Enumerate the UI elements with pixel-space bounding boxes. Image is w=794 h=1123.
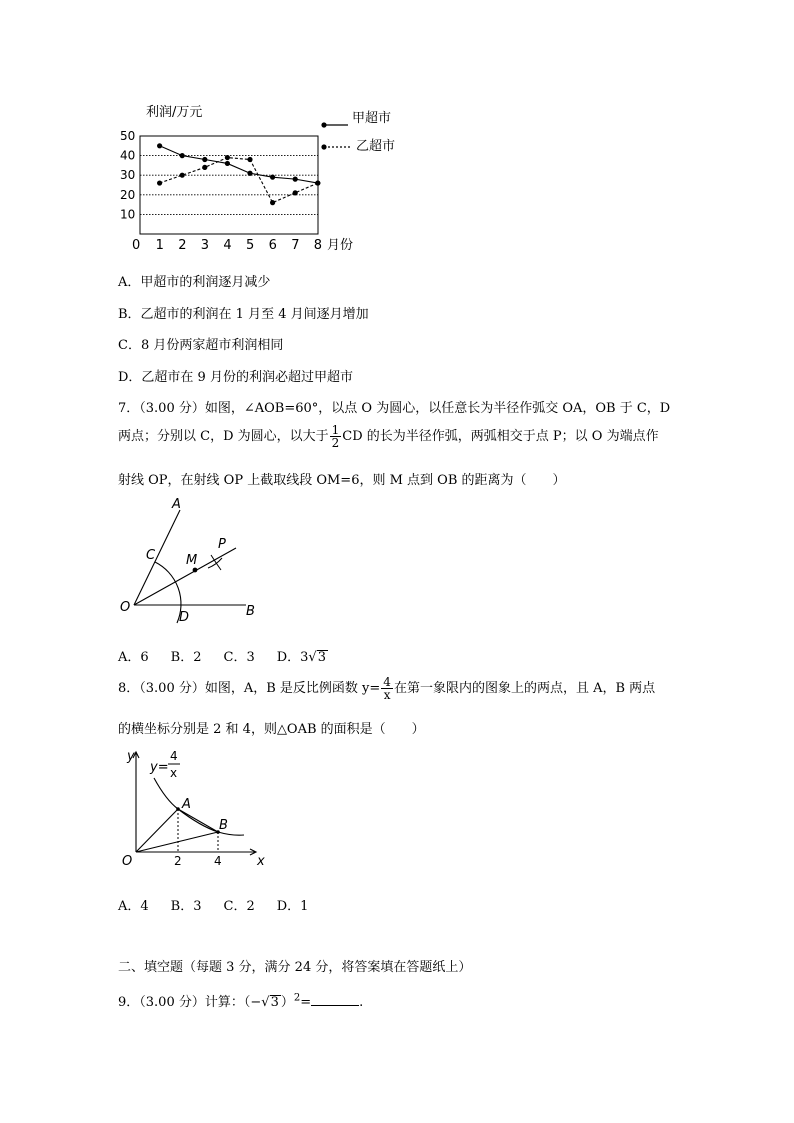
q8-option-b: B．3 (170, 899, 202, 914)
q8-fraction (381, 676, 393, 701)
q9-text: 9．（3.00 分）计算：（−√3 ）$^2$= . (118, 992, 364, 1010)
q9-end: . (359, 995, 364, 1010)
y-tick-labels (120, 129, 135, 221)
data-point-jia (202, 157, 207, 162)
data-point-jia (225, 161, 230, 166)
legend-marker-jia (321, 122, 326, 127)
segment-ab (178, 809, 218, 832)
segment-ob (136, 832, 218, 852)
q7-option-b: B．2 (170, 650, 202, 665)
label-b: B (246, 604, 255, 619)
q8-figure (112, 744, 272, 870)
q9-exponent: 2 (293, 992, 301, 1004)
ray-oa (134, 510, 180, 605)
q9-equals: = (300, 995, 312, 1010)
q7-option-d-radicand: 3 (317, 650, 326, 665)
q7-frac-num: 1 (331, 423, 340, 437)
q6-option-d: D．乙超市在 9 月份的利润必超过甲超市 (118, 370, 353, 385)
x-tick-label: 8 (313, 238, 323, 253)
data-point-jia (180, 153, 185, 158)
q7-options (118, 646, 328, 665)
plot-frame (140, 136, 318, 234)
point-a (176, 807, 180, 811)
label-a: A (172, 497, 181, 512)
y-tick-label: 40 (120, 148, 136, 163)
q7-line2-pre: 两点；分别以 C，D 为圆心，以大于 (118, 429, 329, 444)
x-axis-label: 月份 (327, 238, 354, 253)
label-m: M (186, 553, 198, 568)
q7-line2-post: CD 的长为半径作弧，两弧相交于点 P；以 O 为端点作 (342, 429, 659, 444)
q9-answer-blank[interactable] (311, 993, 359, 1006)
q7-figure (112, 492, 272, 626)
q9-paren-open: （ (243, 995, 251, 1010)
x-axis-label: x (257, 854, 265, 869)
hyperbola-curve (154, 778, 244, 835)
point-m (193, 568, 198, 573)
section-heading: 二、填空题（每题 3 分，满分 24 分，将答案填在答题纸上） (118, 960, 472, 975)
legend-label-yi: 乙超市 (356, 139, 396, 154)
data-point-jia (293, 177, 298, 182)
data-point-yi (293, 190, 298, 195)
legend-marker-yi (321, 144, 326, 149)
q9-minus: − (250, 995, 262, 1010)
label-d: D (179, 610, 190, 625)
q9-radicand: 3 (270, 995, 279, 1010)
y-tick-label: 20 (120, 187, 136, 202)
x-tick-label: 3 (200, 238, 210, 253)
label-p: P (218, 537, 226, 552)
data-point-yi (157, 180, 162, 185)
y-tick-label: 10 (120, 207, 136, 222)
func-label-lhs: y= (150, 760, 169, 775)
q7-text-line1: 7．（3.00 分）如图，∠AOB=60°，以点 O 为圆心，以任意长为半径作弧交 OA，OB 于 C，D (118, 401, 671, 416)
label-o: O (120, 600, 131, 615)
q8-line1-pre: 8．（3.00 分）如图，A，B 是反比例函数 y= (118, 681, 381, 696)
q7-fraction (330, 424, 342, 449)
y-axis-label: y (127, 749, 135, 764)
data-point-yi (247, 157, 252, 162)
q7-option-a: A．6 (118, 650, 149, 665)
x-tick-label: 2 (178, 238, 187, 253)
y-tick-label: 30 (120, 168, 136, 183)
q7-frac-den: 2 (331, 436, 340, 450)
x-tick-label: 6 (268, 238, 277, 253)
tick-4: 4 (214, 854, 222, 868)
q9-pre: 9．（3.00 分）计算： (118, 995, 244, 1010)
q9-paren-close: ） (280, 995, 294, 1010)
label-o: O (122, 854, 133, 869)
data-point-yi (315, 180, 320, 185)
q8-option-c: C．2 (223, 899, 255, 914)
q6-option-a: A．甲超市的利润逐月减少 (118, 275, 271, 290)
label-c: C (146, 548, 156, 563)
x-tick-label: 0 (132, 238, 141, 253)
q8-option-d: D．1 (276, 899, 309, 914)
legend-label-jia: 甲超市 (352, 111, 392, 126)
y-tick-label: 50 (120, 129, 136, 143)
q8-frac-num: 4 (383, 675, 391, 689)
q7-option-d: D．3√3 (276, 650, 326, 665)
q7-text-line3: 射线 OP，在射线 OP 上截取线段 OM=6，则 M 点到 OB 的距离为（ ） (118, 473, 566, 488)
q8-line1-post: 在第一象限内的图象上的两点，且 A，B 两点 (393, 681, 656, 696)
func-label-num: 4 (170, 749, 178, 763)
q7-text-line2 (118, 424, 659, 449)
data-point-yi (180, 173, 185, 178)
y-axis-label: 利润/万元 (146, 105, 203, 120)
q8-options (118, 895, 308, 914)
x-tick-label: 5 (246, 238, 255, 253)
q8-option-a: A．4 (118, 899, 149, 914)
x-tick-label: 4 (223, 238, 232, 253)
label-a: A (182, 797, 191, 812)
x-tick-label: 1 (155, 238, 164, 253)
q7-option-c: C．3 (223, 650, 255, 665)
x-tick-labels (132, 238, 322, 253)
q6-option-c: C．8 月份两家超市利润相同 (118, 338, 284, 353)
q6-option-b: B．乙超市的利润在 1 月至 4 月间逐月增加 (118, 307, 369, 322)
q8-frac-den: x (383, 688, 391, 702)
q8-text-line2: 的横坐标分别是 2 和 4，则△OAB 的面积是（ ） (118, 722, 425, 737)
data-point-jia (157, 143, 162, 148)
data-point-yi (225, 155, 230, 160)
data-point-yi (202, 165, 207, 170)
segment-oa (136, 809, 178, 852)
x-tick-label: 7 (291, 238, 300, 253)
arc-cd (155, 562, 181, 623)
profit-line-chart (112, 96, 432, 256)
data-point-yi (270, 200, 275, 205)
series-layer (157, 143, 320, 205)
data-point-jia (270, 175, 275, 180)
func-label-den: x (170, 766, 178, 780)
q8-text-line1 (118, 676, 655, 701)
label-b: B (219, 818, 228, 833)
data-point-jia (247, 171, 252, 176)
tick-2: 2 (174, 854, 182, 868)
